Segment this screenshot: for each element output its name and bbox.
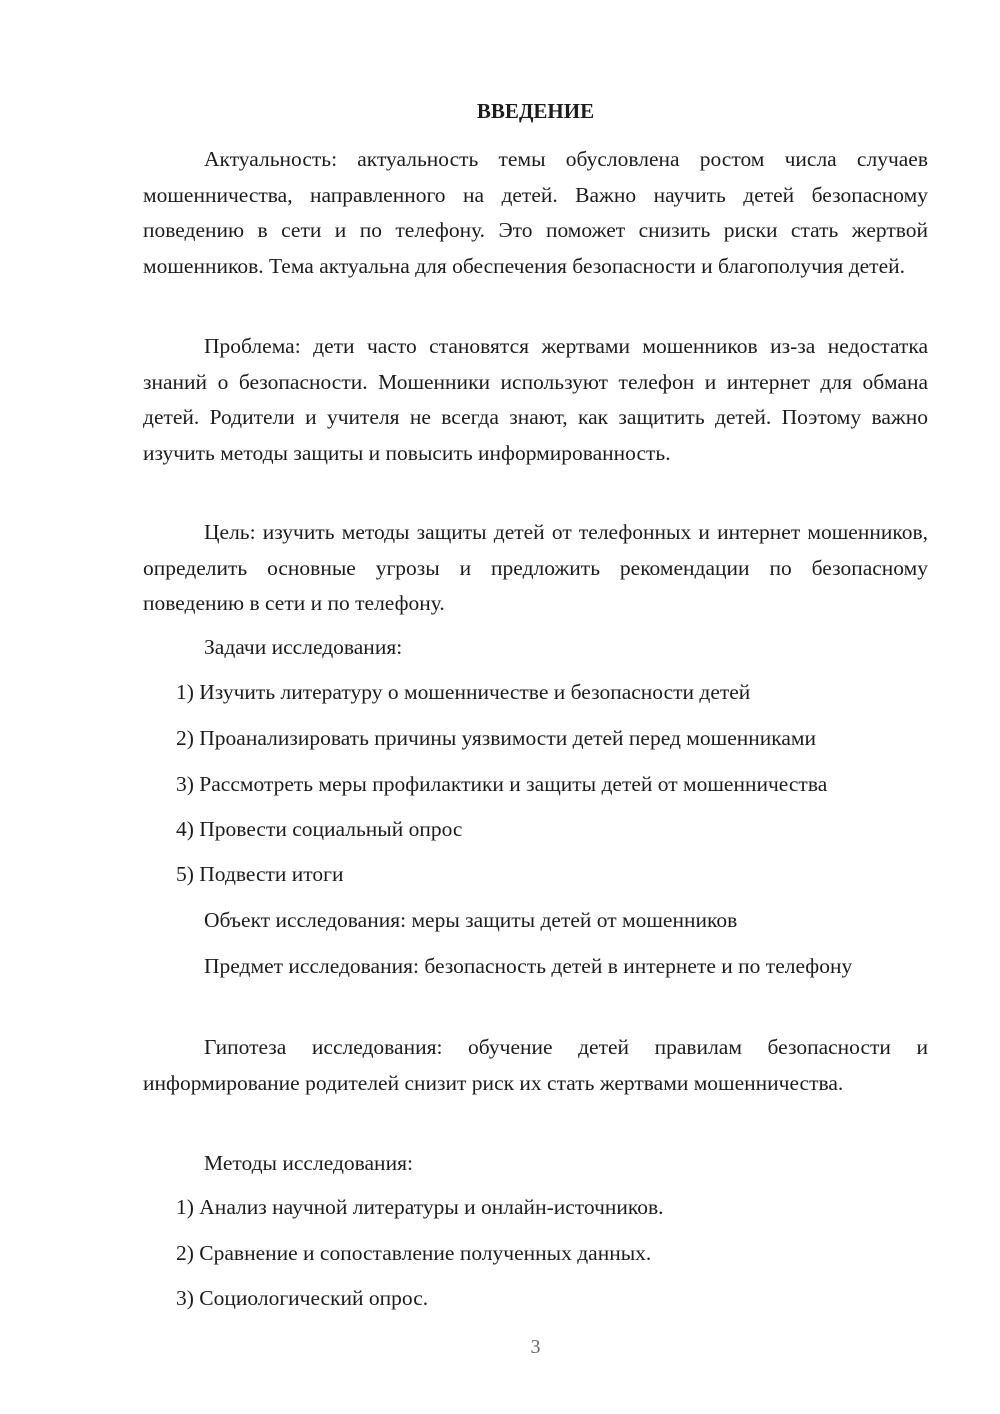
- task-item: 2) Проанализировать причины уязвимости детей перед мошенниками: [176, 726, 817, 750]
- tasks-heading: Задачи исследования:: [204, 635, 403, 659]
- document-page: [143, 0, 928, 1414]
- section-title: ВВЕДЕНИЕ: [476, 99, 595, 123]
- goal-paragraph: Цель: изучить методы защиты детей от телефонных и интернет мошенников, определить основные угрозы и предложить рекомендации по безопасному поведению в сети и по телефону.: [143, 520, 928, 615]
- problem-paragraph: Проблема: дети часто становятся жертвами мошенников из-за недостатка знаний о безопасности. Мошенники используют телефон и интернет для обмана детей. Родители и учителя не всегда знают, как защитить детей. Поэтому важно изучить методы защиты и повысить информированность.: [143, 334, 928, 465]
- task-item: 3) Рассмотреть меры профилактики и защиты детей от мошенничества: [176, 772, 828, 796]
- methods-heading: Методы исследования:: [204, 1151, 413, 1175]
- task-item: 4) Провести социальный опрос: [176, 817, 463, 841]
- task-item: 5) Подвести итоги: [176, 862, 344, 886]
- page-number: 3: [530, 1336, 541, 1358]
- relevance-paragraph: Актуальность: актуальность темы обусловлена ростом числа случаев мошенничества, направленного на детей. Важно научить детей безопасному поведению в сети и по телефону. Это поможет снизить риски стать жертвой мошенников. Тема актуальна для обеспечения безопасности и благополучия детей.: [143, 147, 928, 278]
- method-item: 1) Анализ научной литературы и онлайн-источников.: [176, 1195, 664, 1219]
- method-item: 2) Сравнение и сопоставление полученных данных.: [176, 1241, 652, 1265]
- hypothesis-paragraph: Гипотеза исследования: обучение детей правилам безопасности и информирование родителей снизит риск их стать жертвами мошенничества.: [143, 1035, 928, 1095]
- task-item: 1) Изучить литературу о мошенничестве и безопасности детей: [176, 680, 751, 704]
- subject-paragraph: Предмет исследования: безопасность детей в интернете и по телефону: [204, 954, 853, 978]
- method-item: 3) Социологический опрос.: [176, 1286, 429, 1310]
- object-line: Объект исследования: меры защиты детей от мошенников: [204, 908, 738, 932]
